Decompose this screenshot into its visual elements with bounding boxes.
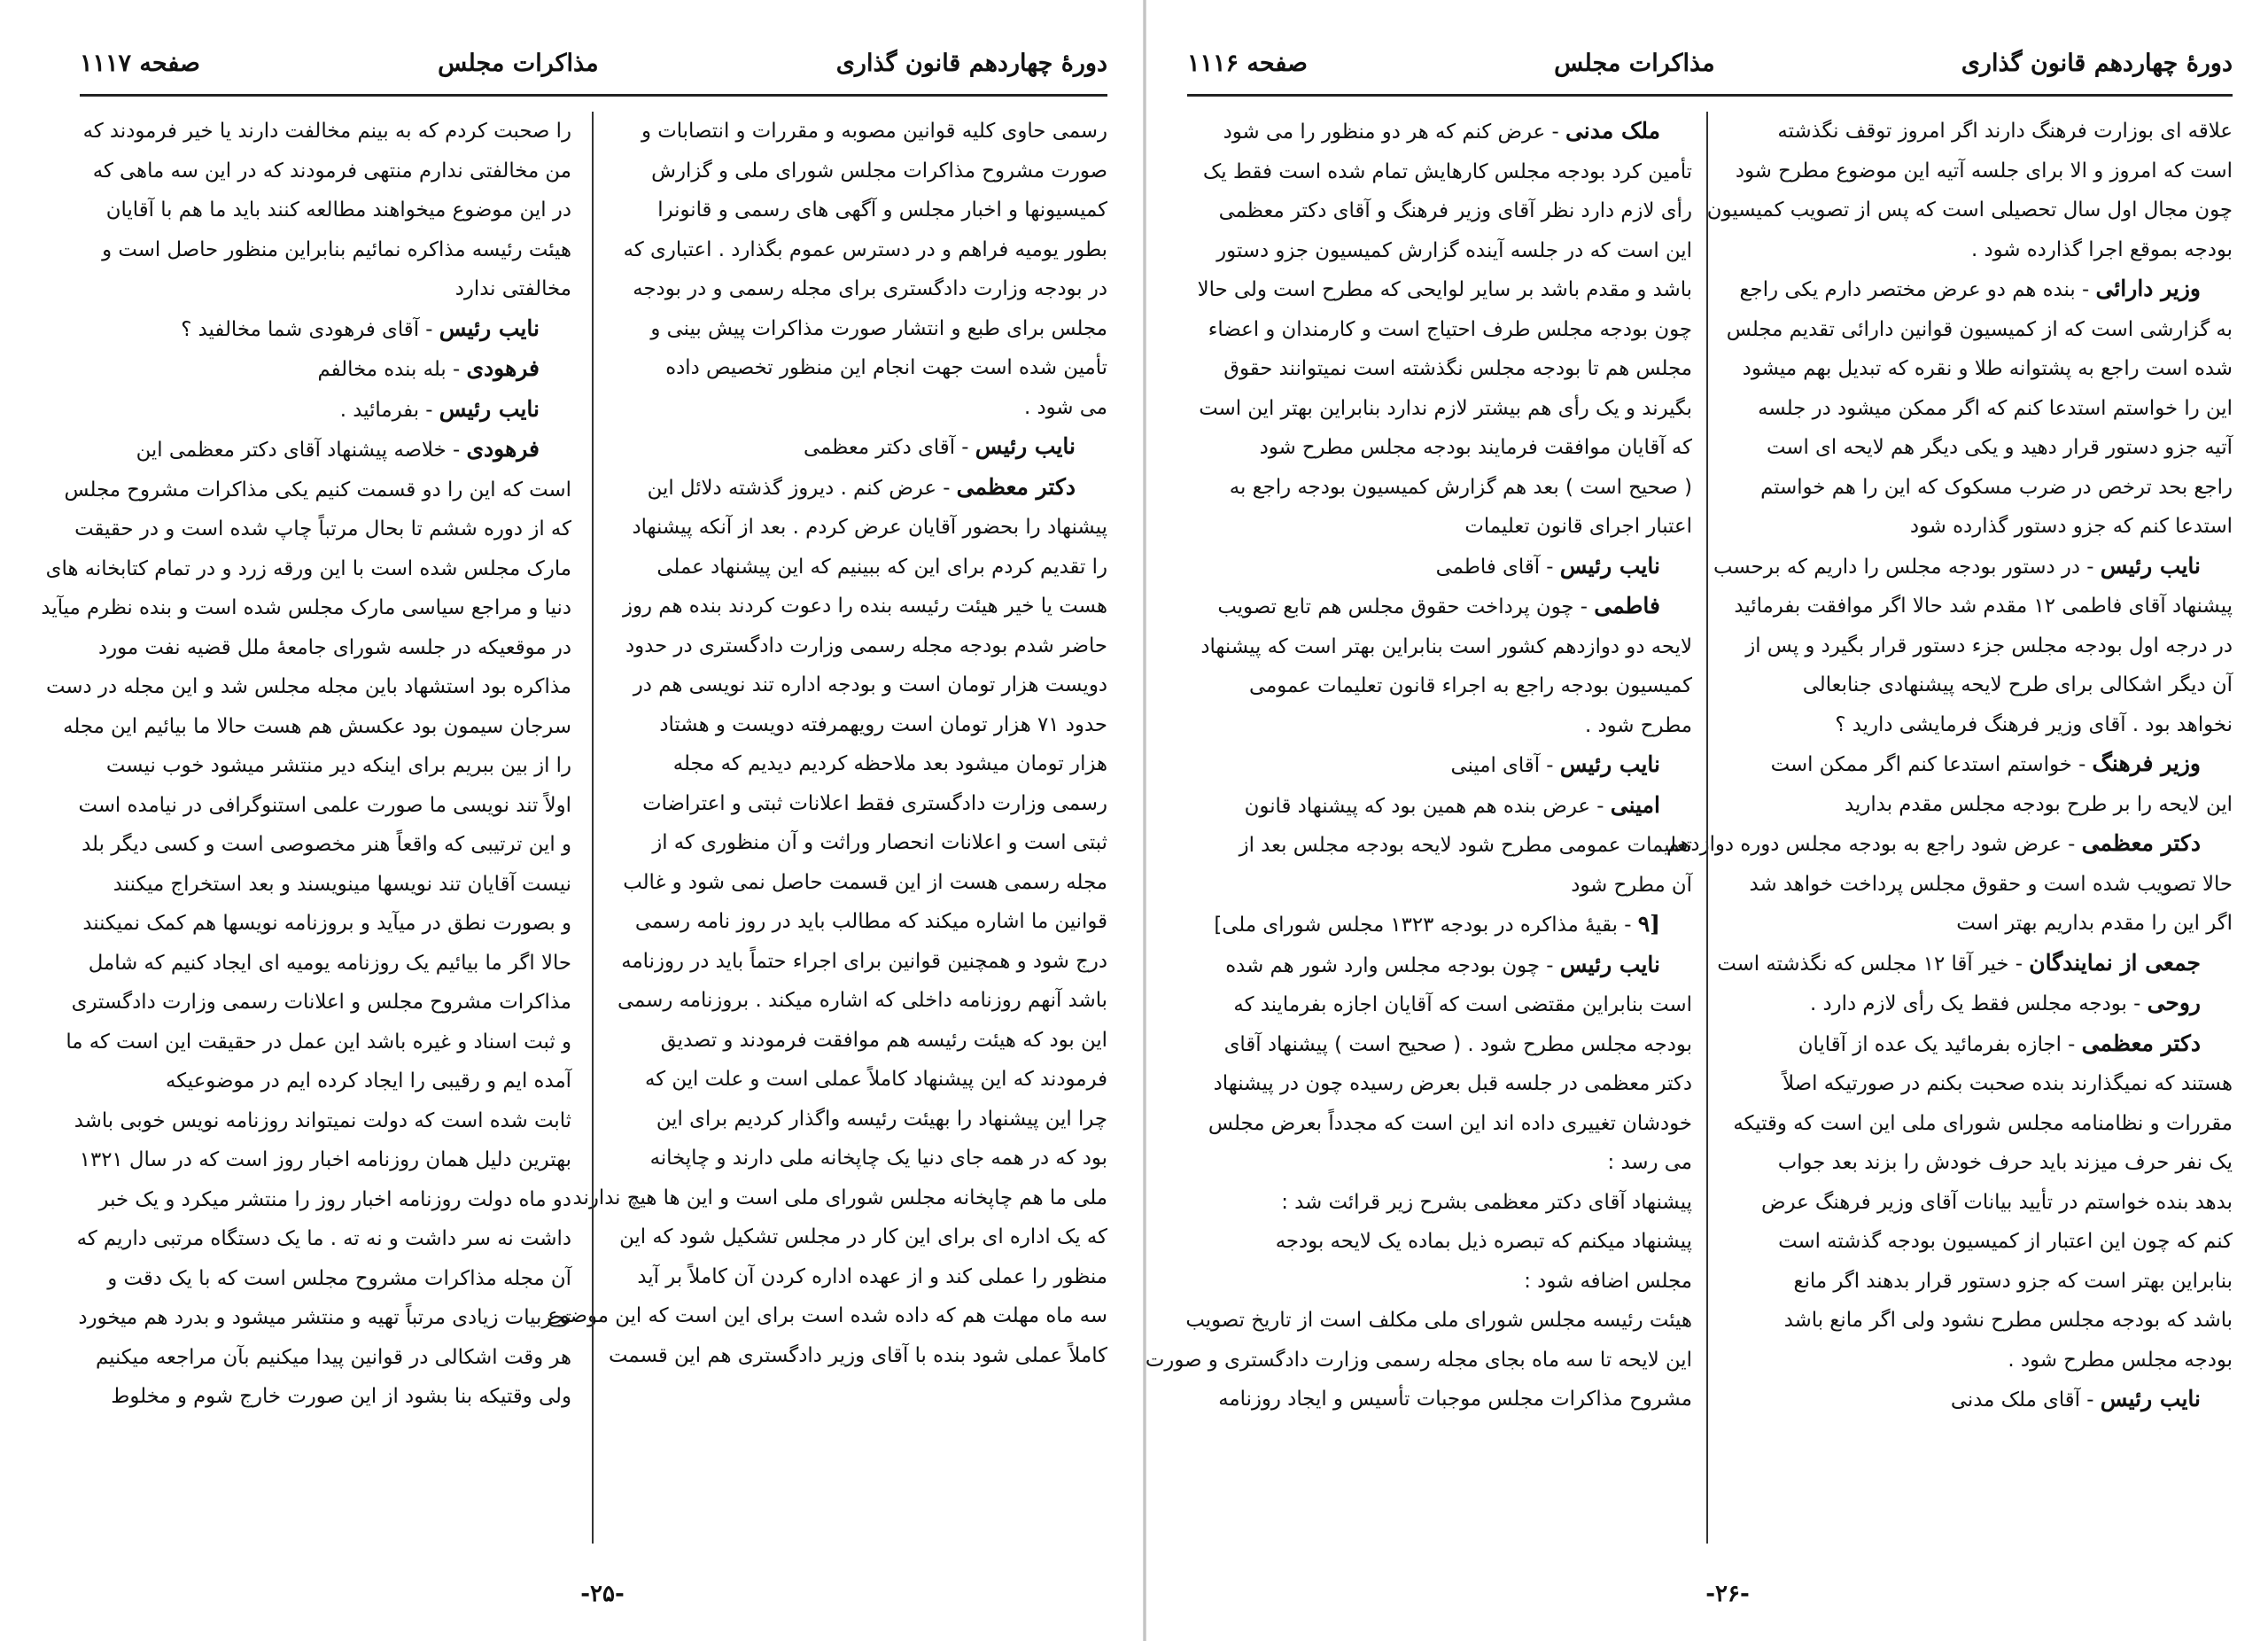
text-line: حالا اگر ما بیائیم یک روزنامه یومیه ای ایجاد کنیم که شامل bbox=[88, 951, 571, 975]
left-page bbox=[41, 27, 1107, 1614]
speaker-name: وزیر فرهنگ bbox=[2092, 751, 2201, 776]
text-line: بودجه مجلس مطرح شود . bbox=[2008, 1348, 2233, 1372]
text-line: لایحه دو دوازدهم کشور است بنابراین بهتر است که پیشنهاد bbox=[1200, 634, 1692, 658]
text-line: را تقدیم کردم برای این که ببینیم که این پیشنهاد عملی bbox=[656, 555, 1107, 579]
text-line: قوانین ما اشاره میکند که مطالب باید در روز نامه رسمی bbox=[634, 910, 1107, 933]
text-line: شده است راجع به پشتوانه طلا و نقره که تبدیل بهم میشود bbox=[1742, 357, 2233, 380]
left-column-divider bbox=[592, 112, 594, 1544]
text-line: مطرح شود . bbox=[1585, 713, 1692, 737]
text-line: مقررات و نظامنامه مجلس شورای ملی این است که وقتیکه bbox=[1733, 1111, 2233, 1135]
text-line: نایب رئیس - آقای امینی bbox=[1450, 751, 1660, 777]
text-line: این است که در جلسه آینده گزارش کمیسیون جزو دستور bbox=[1216, 238, 1692, 262]
right-header-rule bbox=[1187, 94, 2233, 97]
text-line: رأی لازم دارد نظر آقای وزیر فرهنگ و آقای دکتر معظمی bbox=[1218, 199, 1692, 222]
right-column-left bbox=[1145, 112, 1692, 1551]
text-line: اگر این را مقدم بداریم بهتر است bbox=[1956, 912, 2233, 935]
text-line: در موقعیکه در جلسه شورای جامعهٔ ملل قضیه نفت مورد bbox=[97, 635, 571, 659]
text-line: دکتر معظمی در جلسه قبل بعرض رسیده چون در پیشنهاد bbox=[1213, 1072, 1692, 1095]
text-line: اعتبار اجرای قانون تعلیمات bbox=[1464, 515, 1692, 538]
text-line: یک نفر حرف میزند باید حرف خودش را بزند بعد جواب bbox=[1777, 1151, 2233, 1174]
text-line: نایب رئیس - آقای فرهودی شما مخالفید ؟ bbox=[181, 315, 540, 341]
left-page-header bbox=[80, 39, 1107, 87]
text-line: و ثبت اسناد و غیره باشد این عمل در حقیقت این است که ما bbox=[66, 1030, 571, 1054]
text-line: که یک اداره ای برای این کار در مجلس تشکیل شود که این bbox=[619, 1225, 1107, 1248]
right-page-header bbox=[1187, 39, 2233, 87]
left-section-title: مذاکرات مجلس bbox=[438, 49, 599, 77]
text-line: علاقه ای بوزارت فرهنگ دارند اگر امروز توقف نگذشته bbox=[1777, 120, 2233, 143]
text-line: نایب رئیس - آقای ملک مدنی bbox=[1950, 1386, 2201, 1412]
text-line: بگیرند و یک رأی هم بیشتر لازم ندارد بنابراین بهتر این است bbox=[1199, 396, 1692, 420]
text-line: مخالفتی ندارد bbox=[454, 277, 571, 300]
text-line: پیشنهاد آقای فاطمی ۱۲ مقدم شد حالا اگر موافقت بفرمائید bbox=[1734, 595, 2233, 618]
text-line: بدهد بنده خواستم در تأیید بیانات آقای وزیر فرهنگ عرض bbox=[1760, 1190, 2233, 1214]
text-line: آن مطرح شود bbox=[1571, 873, 1692, 897]
speaker-name: نایب رئیس bbox=[2100, 552, 2201, 579]
text-line: صورت مشروح مذاکرات مجلس شورای ملی و گزارش bbox=[651, 159, 1107, 183]
text-line: ولی وقتیکه بنا بشود از این صورت خارج شوم و مخلوط bbox=[111, 1385, 571, 1408]
speaker-name: ملک مدنی bbox=[1565, 118, 1660, 144]
right-page bbox=[1145, 27, 2233, 1614]
text-line: دکتر معظمی - عرض کنم . دیروز گذشته دلائل این bbox=[647, 473, 1076, 500]
text-line: را از بین ببریم برای اینکه دیر منتشر میشود خوب نیست bbox=[105, 754, 571, 777]
right-session-title: دورهٔ چهاردهم قانون گذاری bbox=[1961, 49, 2233, 77]
text-line: کمیسیون بودجه راجع به اجراء قانون تعلیمات عمومی bbox=[1249, 674, 1692, 697]
text-line: استدعا کنم که جزو دستور گذارده شود bbox=[1909, 515, 2233, 538]
speaker-name: نایب رئیس bbox=[1559, 951, 1660, 977]
text-line: جمعی از نمایندگان - خیر آقا ۱۲ مجلس که نگذشته است bbox=[1717, 949, 2201, 976]
text-line: تأمین شده است جهت انجام این منظور تخصیص داده bbox=[665, 356, 1107, 379]
text-line: مجلس برای طبع و انتشار صورت مذاکرات پیش بینی و bbox=[650, 316, 1107, 340]
text-line: نایب رئیس - چون بودجه مجلس وارد شور هم شده bbox=[1225, 951, 1660, 977]
text-line: روحی - بودجه مجلس فقط یک رأی لازم دارد . bbox=[1809, 990, 2201, 1015]
text-line: پیشنهاد آقای دکتر معظمی بشرح زیر قرائت شد : bbox=[1281, 1190, 1692, 1214]
text-line: پیشنهاد میکنم که تبصره ذیل بماده یک لایحه بودجه bbox=[1275, 1230, 1692, 1253]
speaker-name: روحی bbox=[2147, 990, 2201, 1015]
text-line: تأمین کرد بودجه مجلس کارهایش تمام شده است فقط یک bbox=[1202, 159, 1692, 183]
left-column-left bbox=[41, 112, 571, 1551]
text-line: هیئت رئیسه مجلس شورای ملی مکلف است از تاریخ تصویب bbox=[1185, 1309, 1692, 1332]
text-line: بطور یومیه فراهم و در دسترس عموم بگذارد . اعتباری که bbox=[623, 237, 1107, 261]
right-page-number: -۲۶- bbox=[1705, 1581, 1750, 1607]
text-line: است بنابراین مقتضی است که آقایان اجازه بفرمایند که bbox=[1233, 993, 1692, 1016]
text-line: فرمودند که این پیشنهاد کاملاً عملی است و علت این که bbox=[645, 1068, 1107, 1091]
text-line: هستند که نمیگذارند بنده صحبت بکنم در صورتیکه اصلاً bbox=[1783, 1072, 2233, 1095]
text-line: و بصورت نطق در میآید و بروزنامه نویسها هم کمک نمیکنند bbox=[82, 912, 571, 935]
text-line: نایب رئیس - بفرمائید . bbox=[339, 395, 540, 422]
text-line: دویست هزار تومان است و بودجه اداره تند نویسی هم در bbox=[633, 673, 1107, 696]
speaker-name: نایب رئیس bbox=[1559, 552, 1660, 579]
right-section-title: مذاکرات مجلس bbox=[1554, 49, 1715, 77]
left-session-title: دورهٔ چهاردهم قانون گذاری bbox=[835, 49, 1107, 77]
text-line: باشد و مقدم باشد بر سایر لوایحی که مطرح است ولی حالا bbox=[1197, 278, 1692, 301]
speaker-name: دکتر معظمی bbox=[2081, 1030, 2201, 1056]
text-line: آن مجله مذاکرات مشروح مجلس است که با یک دقت و bbox=[107, 1266, 571, 1290]
text-line: اولاً تند نویسی ما صورت علمی استنوگرافی در نیامده است bbox=[78, 793, 571, 817]
text-line: پیشنهاد را بحضور آقایان عرض کردم . بعد از آنکه پیشنهاد bbox=[632, 516, 1107, 539]
text-line: می شود . bbox=[1024, 395, 1107, 419]
text-line: بنابراین بهتر است که جزو دستور قرار بدهند اگر مانع bbox=[1793, 1269, 2233, 1293]
speaker-name: فرهودی bbox=[466, 355, 540, 381]
left-column-right bbox=[548, 112, 1107, 1551]
text-line: فرهودی - خلاصه پیشنهاد آقای دکتر معظمی این bbox=[136, 436, 540, 462]
text-line: درج شود و همچنین قوانین برای اجراء حتماً باید در روزنامه bbox=[621, 949, 1107, 973]
text-line: است که این را دو قسمت کنیم یکی مذاکرات مشروح مجلس bbox=[64, 478, 571, 502]
text-line: هزار تومان میشود بعد ملاحظه کردیم دیدیم که مجله bbox=[672, 752, 1107, 775]
text-line: داشت نه سر داشت و نه ته . ما یک دستگاه مرتبی داریم که bbox=[76, 1227, 571, 1250]
speaker-name: [۹ bbox=[1637, 911, 1660, 937]
text-line: را صحبت کردم که به بینم مخالفت دارند یا خیر فرمودند که bbox=[82, 120, 571, 143]
text-line: رسمی وزارت دادگستری فقط اعلانات ثبتی و اعتراضات bbox=[642, 791, 1107, 815]
text-line: در بودجه وزارت دادگستری برای مجله رسمی و در بودجه bbox=[633, 277, 1107, 300]
text-line: چرا این پیشنهاد را بهیئت رئیسه واگذار کردیم برای این bbox=[656, 1107, 1107, 1131]
text-line: مارک مجلس شده است با این ورقه زرد و در تمام کتابخانه های bbox=[45, 556, 571, 580]
speaker-name: دکتر معظمی bbox=[956, 473, 1076, 500]
text-line: منظور را عملی کند و از عهده اداره کردن آن کاملاً بر آید bbox=[637, 1264, 1107, 1288]
speaker-name: نایب رئیس bbox=[439, 395, 540, 422]
text-line: این لایحه را بر طرح بودجه مجلس مقدم بدارید bbox=[1845, 792, 2233, 816]
text-line: است که امروز و الا برای جلسه آتیه این موضوع مطرح شود bbox=[1735, 159, 2233, 183]
text-line: این را خواستم استدعا کنم که اگر ممکن میشود در جلسه bbox=[1758, 396, 2233, 420]
text-line: تجربیات زیادی مرتباً تهیه و منتشر میشود و بدرد هم میخورد bbox=[78, 1306, 571, 1329]
text-line: ثبتی است و اعلانات انحصار وراثت و آن منظوری که از bbox=[652, 831, 1107, 854]
text-line: به گزارشی است که از کمیسیون قوانین دارائی تقدیم مجلس bbox=[1726, 317, 2233, 341]
right-column-right bbox=[1666, 112, 2233, 1551]
text-line: نایب رئیس - آقای فاطمی bbox=[1435, 552, 1660, 579]
text-line: آتیه جزو دستور قرار دهید و یکی دیگر هم لایحه ای است bbox=[1766, 436, 2233, 459]
left-header-rule bbox=[80, 94, 1107, 97]
text-line: چون بودجه مجلس طرف احتیاج است و کارمندان و اعضاء bbox=[1208, 317, 1692, 341]
speaker-name: امینی bbox=[1610, 791, 1660, 818]
text-line: دکتر معظمی - اجازه بفرمائید یک عده از آقایان bbox=[1798, 1030, 2201, 1056]
binding-gutter bbox=[1143, 0, 1146, 1641]
right-column-divider bbox=[1706, 112, 1708, 1544]
speaker-name: فرهودی bbox=[466, 436, 540, 462]
left-page-number: -۲۵- bbox=[580, 1581, 625, 1607]
text-line: مشروح مذاکرات مجلس موجبات تأسیس و ایجاد روزنامه bbox=[1218, 1388, 1692, 1411]
text-line: من مخالفتی ندارم منتهی فرمودند که در این سه ماهی که bbox=[92, 159, 571, 183]
text-line: در این موضوع میخواهند مطالعه کنند باید ما هم با آقایان bbox=[105, 198, 571, 222]
text-line: که آقایان موافقت فرمایند بودجه مجلس مطرح شود bbox=[1259, 436, 1692, 459]
speaker-name: نایب رئیس bbox=[2100, 1386, 2201, 1412]
text-line: سه ماه مهلت هم که داده شده است برای این است که این موضوع bbox=[548, 1304, 1107, 1327]
text-line: مجلس هم تا بودجه مجلس نگذشته است نمیتوانند حقوق bbox=[1223, 357, 1692, 380]
text-line: فاطمی - چون پرداخت حقوق مجلس هم تابع تصویب bbox=[1217, 593, 1660, 618]
text-line: دو ماه دولت روزنامه اخبار روز را منتشر میکرد و یک خبر bbox=[98, 1187, 571, 1211]
speaker-name: نایب رئیس bbox=[1559, 751, 1660, 777]
text-line: حاضر شدم بودجه مجله رسمی وزارت دادگستری در حدود bbox=[625, 634, 1107, 657]
text-line: خودشان تغییری داده اند این است که مجدداً بعرض مجلس bbox=[1208, 1111, 1692, 1135]
text-line: هیئت رئیسه مذاکره نمائیم بنابراین منظور حاصل است و bbox=[102, 237, 571, 261]
speaker-name: وزیر دارائی bbox=[2095, 276, 2201, 301]
text-line: نایب رئیس - آقای دکتر معظمی bbox=[803, 433, 1076, 459]
text-line: می رسد : bbox=[1607, 1151, 1692, 1174]
text-line: نیست آقایان تند نویسها مینویسند و بعد استخراج میکنند bbox=[113, 872, 571, 896]
text-line: چون مجال اول سال تحصیلی است که پس از تصویب کمیسیون bbox=[1706, 198, 2233, 222]
speaker-name: فاطمی bbox=[1594, 593, 1660, 618]
speaker-name: نایب رئیس bbox=[975, 433, 1076, 459]
text-line: بودجه مجلس مطرح شود . ( صحیح است ) پیشنهاد آقای bbox=[1223, 1032, 1692, 1056]
text-line: [۹ - بقیهٔ مذاکره در بودجه ۱۳۲۳ مجلس شورای ملی] bbox=[1214, 911, 1660, 937]
text-line: فرهودی - بله بنده مخالفم bbox=[317, 355, 540, 381]
text-line: کاملاً عملی شود بنده با آقای وزیر دادگستری هم این قسمت bbox=[609, 1343, 1107, 1367]
text-line: باشد که بودجه مجلس مطرح نشود ولی اگر مانع باشد bbox=[1783, 1309, 2233, 1332]
speaker-name: جمعی از نمایندگان bbox=[2029, 949, 2201, 976]
text-line: بود که در همه جای دنیا یک چاپخانه ملی دارند و چاپخانه bbox=[649, 1147, 1107, 1170]
text-line: این لایحه تا سه ماه بجای مجله رسمی وزارت دادگستری و صورت bbox=[1145, 1348, 1692, 1372]
text-line: که از دوره ششم تا بحال مرتباً چاپ شده است و در حقیقت bbox=[74, 517, 571, 541]
text-line: کنم که چون این اعتبار از کمیسیون بودجه گذشته است bbox=[1778, 1230, 2233, 1253]
text-line: نایب رئیس - در دستور بودجه مجلس را داریم که برحسب bbox=[1713, 552, 2201, 579]
text-line: مذاکرات مشروح مجلس و اعلانات رسمی وزارت دادگستری bbox=[71, 991, 571, 1014]
text-line: در درجه اول بودجه مجلس جزء دستور قرار بگیرد و پس از bbox=[1745, 634, 2233, 657]
text-line: حدود ۷۱ هزار تومان است رویهمرفته دویست و هشتاد bbox=[659, 712, 1107, 736]
text-line: این بود که هیئت رئیسه هم موافقت فرمودند و تصدیق bbox=[660, 1028, 1107, 1052]
text-line: رسمی حاوی کلیه قوانین مصوبه و مقررات و انتصابات و bbox=[641, 120, 1107, 143]
text-line: ملی ما هم چاپخانه مجلس شورای ملی است و این ها هیچ ندارند bbox=[572, 1186, 1107, 1209]
text-line: وزیر دارائی - بنده هم دو عرض مختصر دارم یکی راجع bbox=[1739, 276, 2201, 301]
text-line: بهترین دلیل همان روزنامه اخبار روز است که در سال ۱۳۲۱ bbox=[79, 1148, 571, 1171]
text-line: هست یا خیر هیئت رئیسه بنده را دعوت کردند بنده هم روز bbox=[623, 595, 1107, 618]
text-line: دنیا و مراجع سیاسی مارک مجلس شده است و بنده نظرم میآید bbox=[41, 596, 571, 619]
text-line: دکتر معظمی - عرض شود راجع به بودجه مجلس دوره دوازدهم bbox=[1666, 830, 2201, 856]
text-line: و این ترتیبی که واقعاً هنر مخصوصی است و کسی دیگر بلد bbox=[82, 833, 571, 856]
text-line: بودجه بموقع اجرا گذارده شود . bbox=[1970, 237, 2233, 261]
text-line: مجله رسمی هست از این قسمت حاصل نمی شود و غالب bbox=[623, 870, 1107, 894]
speaker-name: نایب رئیس bbox=[439, 315, 540, 341]
text-line: آن دیگر اشکالی برای طرح لایحه پیشنهادی جنابعالی bbox=[1802, 673, 2233, 696]
text-line: وزیر فرهنگ - خواستم استدعا کنم اگر ممکن است bbox=[1770, 751, 2201, 776]
text-line: باشد آنهم روزنامه داخلی که اشاره میکند . بروزنامه رسمی bbox=[617, 989, 1107, 1012]
text-line: ( صحیح است ) بعد هم گزارش کمیسیون بودجه راجع به bbox=[1229, 475, 1692, 499]
text-line: حالا تصویب شده است و حقوق مجلس پرداخت خواهد شد bbox=[1749, 872, 2233, 896]
left-page-label: صفحه ۱۱۱۷ bbox=[80, 49, 200, 77]
text-line: آمده ایم و رقیبی را ایجاد کرده ایم در موضوعیکه bbox=[166, 1069, 571, 1093]
text-line: کمیسیونها و اخبار مجلس و آگهی های رسمی و قانونرا bbox=[657, 198, 1107, 222]
text-line: هر وقت اشکالی در قوانین پیدا میکنیم بآن مراجعه میکنیم bbox=[96, 1345, 571, 1369]
text-line: امینی - عرض بنده هم همین بود که پیشنهاد قانون bbox=[1244, 791, 1660, 818]
text-line: مذاکره بود استشهاد باین مجله مجلس شد و این مجله در دست bbox=[46, 675, 571, 698]
text-line: سرجان سیمون بود عکسش هم هست حالا ما بیائیم این مجله bbox=[63, 714, 571, 738]
text-line: مجلس اضافه شود : bbox=[1524, 1269, 1692, 1293]
text-line: نخواهد بود . آقای وزیر فرهنگ فرمایشی دارید ؟ bbox=[1835, 712, 2233, 736]
text-line: راجع بحد ترخص در ضرب مسکوک که این را هم خواستم bbox=[1760, 475, 2233, 499]
text-line: ثابت شده است که دولت نمیتواند روزنامه نویس خوبی باشد bbox=[74, 1108, 571, 1132]
text-line: تعلیمات عمومی مطرح شود لایحه بودجه مجلس بعد از bbox=[1239, 834, 1692, 857]
text-line: ملک مدنی - عرض کنم که هر دو منظور را می شود bbox=[1223, 118, 1660, 144]
speaker-name: دکتر معظمی bbox=[2081, 830, 2201, 856]
right-page-label: صفحه ۱۱۱۶ bbox=[1187, 49, 1308, 77]
